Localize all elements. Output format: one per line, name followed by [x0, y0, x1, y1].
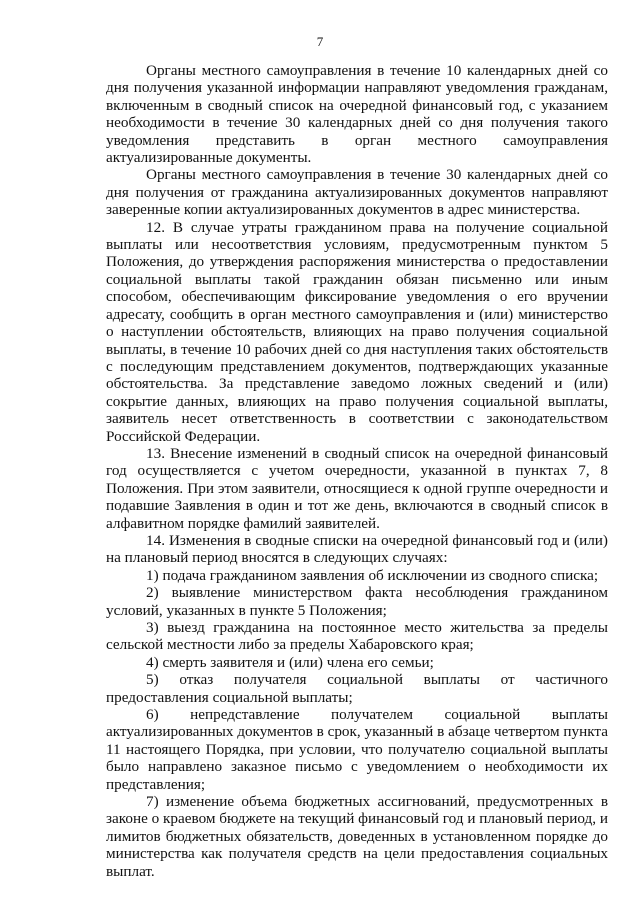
paragraph-notification: Органы местного самоуправления в течение 10 календарных дней со дня получения указанной информации направляют уведомления гражданам, включенным в сводный список на очередной финансовый год, с указанием необходимости в течение 30 календарных дней со дня получения такого уведомления представить в орган местного самоуправления актуализированные документы.	[106, 62, 608, 167]
list-item-5: 5) отказ получателя социальной выплаты от частичного предоставления социальной выплаты;	[106, 671, 608, 706]
page-number: 7	[316, 34, 324, 49]
list-item-4: 4) смерть заявителя и (или) члена его семьи;	[146, 653, 434, 671]
list-item-3: 3) выезд гражданина на постоянное место жительства за пределы сельской местности либо за пределы Хабаровского края;	[106, 619, 608, 654]
list-item-2: 2) выявление министерством факта несоблюдения гражданином условий, указанных в пункте 5 Положения;	[106, 584, 608, 619]
paragraph-item-12: 12. В случае утраты гражданином права на получение социальной выплаты или несоответствия условиям, предусмотренным пунктом 5 Положения, до утверждения распоряжения министерства о предоставлении социальной выплаты такой гражданин обязан письменно или иным способом, обеспечивающим фиксирование уведомления о его вручении адресату, сообщить в орган местного самоуправления и (или) министерство о наступлении обстоятельств, влияющих на право получения социальной выплаты, в течение 10 рабочих дней со дня наступления таких обстоятельств с последующим представлением документов, подтверждающих указанные обстоятельства. За представление заведомо ложных сведений и (или) сокрытие данных, влияющих на право получения социальной выплаты, заявитель несет ответственность в соответствии с законодательством Российской Федерации.	[106, 218, 608, 445]
list-item-6: 6) непредставление получателем социальной выплаты актуализированных документов в срок, указанный в абзаце четвертом пункта 11 настоящего Порядка, при условии, что получателю социальной выплаты было направлено заказное письмо с уведомлением о необходимости их представления;	[106, 706, 608, 793]
list-item-7: 7) изменение объема бюджетных ассигнований, предусмотренных в законе о краевом бюджете на текущий финансовый год и плановый период, и лимитов бюджетных обязательств, доведенных в установленном порядке до министерства как получателя средств на цели предоставления социальных выплат.	[106, 793, 608, 880]
document-body	[106, 62, 608, 880]
list-item-1: 1) подача гражданином заявления об исключении из сводного списка;	[146, 566, 599, 584]
paragraph-item-13: 13. Внесение изменений в сводный список на очередной финансовый год осуществляется с учетом очередности, указанной в пунктах 7, 8 Положения. При этом заявители, относящиеся к одной группе очередности и подавшие Заявления в один и тот же день, включаются в сводный список в алфавитном порядке фамилий заявителей.	[106, 444, 608, 532]
paragraph-certified-copies: Органы местного самоуправления в течение 30 календарных дней со дня получения от гражданина актуализированных документов направляют заверенные копии актуализированных документов в адрес министерства.	[106, 166, 608, 219]
paragraph-item-14: 14. Изменения в сводные списки на очередной финансовый год и (или) на плановый период вносятся в следующих случаях:	[106, 531, 608, 567]
